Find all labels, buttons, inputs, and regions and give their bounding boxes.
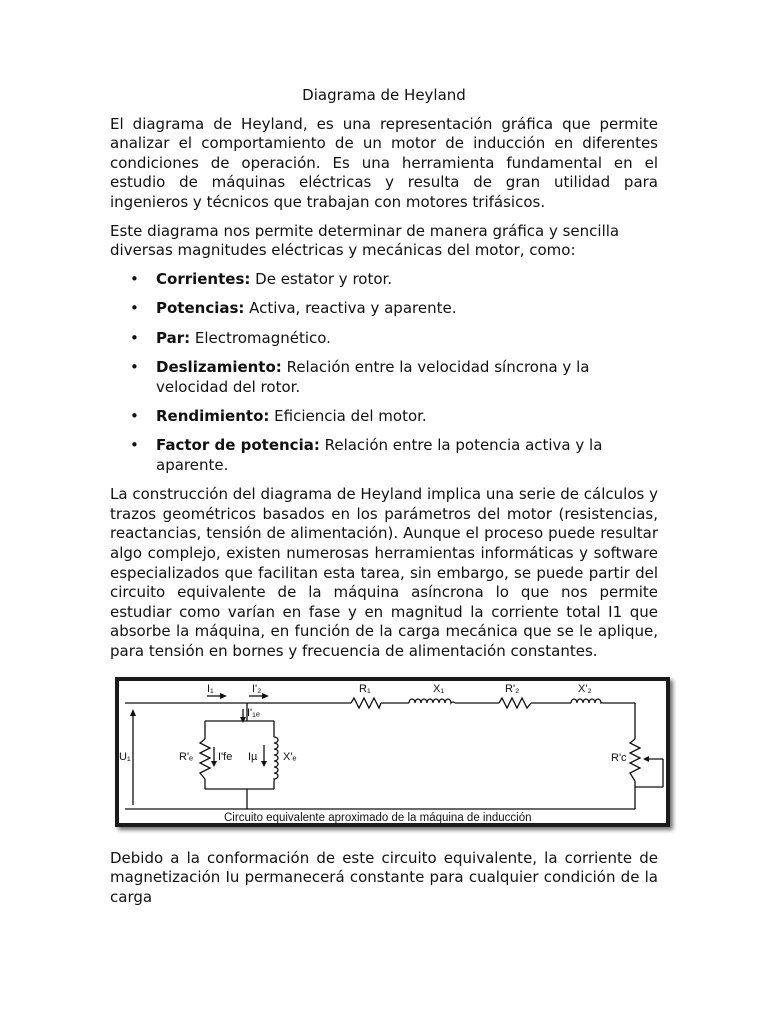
list-item-text: De estator y rotor.	[250, 269, 393, 288]
label-rfe: R'ₑ	[179, 750, 194, 763]
figure-caption: Circuito equivalente aproximado de la máquina de inducción	[224, 811, 532, 823]
list-item-term: Deslizamiento:	[156, 357, 282, 376]
resistor-r2-symbol	[499, 698, 531, 708]
label-r2: R'₂	[505, 682, 520, 695]
label-x1: X₁	[433, 682, 445, 695]
equivalent-circuit-diagram	[119, 681, 666, 823]
equivalent-circuit-figure	[115, 677, 670, 827]
i2-arrow-head	[262, 693, 269, 699]
list-item-term: Factor de potencia:	[156, 436, 320, 455]
bullet-icon: •	[130, 299, 139, 318]
label-ife: I'fe	[218, 750, 233, 763]
bullet-icon: •	[130, 436, 139, 455]
list-item-text: Electromagnético.	[190, 328, 331, 347]
label-x2: X'₂	[578, 682, 592, 695]
list-item-text: Activa, reactiva y aparente.	[244, 299, 457, 318]
inductor-xe-symbol	[274, 737, 278, 781]
paragraph-magnitudes: Este diagrama nos permite determinar de manera gráfica y sencilla diversas magnitudes eléctricas y mecánicas del motor, como:	[110, 221, 620, 260]
list-item	[110, 299, 658, 319]
paragraph-intro: El diagrama de Heyland, es una representación gráfica que permite analizar el comportamiento de un motor de inducción en diferentes condiciones de operación. Es una herramienta fundamental en el estudio de máquinas eléctricas y resulta de gran utilidad para ingenieros y técnicos que trabajan con motores trifásicos.	[110, 114, 658, 211]
inductor-x1-symbol	[409, 699, 455, 703]
i1-arrow-head	[220, 693, 227, 699]
label-i2: I'₂	[252, 682, 262, 695]
list-item	[110, 407, 658, 427]
paragraph-construction: La construcción del diagrama de Heyland implica una serie de cálculos y trazos geométricos basados en los parámetros del motor (resistencias, reactancias, tensión de alimentación). Aunque el proceso puede resultar algo complejo, existen numerosas herramientas informáticas y software especializados que facilitan esta tarea, sin embargo, se puede partir del circuito equivalente de la máquina asíncrona lo que nos permite estudiar como varían en fase y en magnitud la corriente total I1 que absorbe la máquina, en función de la carga mecánica que se le aplique, para tensión en bornes y frecuencia de alimentación constantes.	[110, 485, 658, 661]
inductor-x2-symbol	[571, 699, 603, 703]
list-item-text: Relación entre la velocidad síncrona y la velocidad del rotor.	[156, 357, 590, 396]
label-xe: X'ₑ	[283, 750, 297, 763]
label-i1: I₁	[207, 682, 214, 695]
list-item-term: Par:	[156, 328, 191, 347]
ife-arrow-head	[211, 761, 217, 767]
label-u1: U₁	[119, 750, 131, 763]
rc-wiper-arrow-head	[643, 756, 649, 762]
resistor-r1-symbol	[351, 698, 381, 708]
resistor-rc-symbol	[630, 739, 640, 781]
list-item-term: Potencias:	[156, 299, 245, 318]
u1-arrow-head	[130, 709, 136, 716]
paragraph-magnetization: Debido a la conformación de este circuito equivalente, la corriente de magnetización Iu permanecerá constante para cualquier condición de la carga	[110, 848, 658, 906]
iu-arrow-head	[261, 761, 267, 767]
bullet-icon: •	[130, 328, 139, 347]
bullet-icon: •	[130, 269, 139, 288]
list-item	[110, 358, 658, 397]
i1e-arrow-head	[240, 717, 246, 723]
list-item	[110, 436, 658, 475]
label-iu: Iµ	[248, 750, 258, 763]
magnitudes-list	[110, 270, 658, 476]
document-body	[110, 86, 658, 916]
list-item	[110, 329, 658, 349]
bullet-icon: •	[130, 357, 139, 376]
arrow-heads	[130, 693, 649, 767]
bullet-icon: •	[130, 406, 139, 425]
label-rc: R'c	[611, 751, 627, 764]
list-item-text: Eficiencia del motor.	[269, 406, 427, 425]
list-item-term: Rendimiento:	[156, 406, 270, 425]
resistor-rfe-symbol	[200, 739, 210, 779]
label-r1: R₁	[359, 682, 371, 695]
list-item	[110, 270, 658, 290]
label-i1e: I'₁ₑ	[247, 706, 260, 719]
list-item-term: Corrientes:	[156, 269, 251, 288]
document-title: Diagrama de Heyland	[302, 86, 466, 104]
list-item-text: Relación entre la potencia activa y la aparente.	[156, 436, 603, 474]
